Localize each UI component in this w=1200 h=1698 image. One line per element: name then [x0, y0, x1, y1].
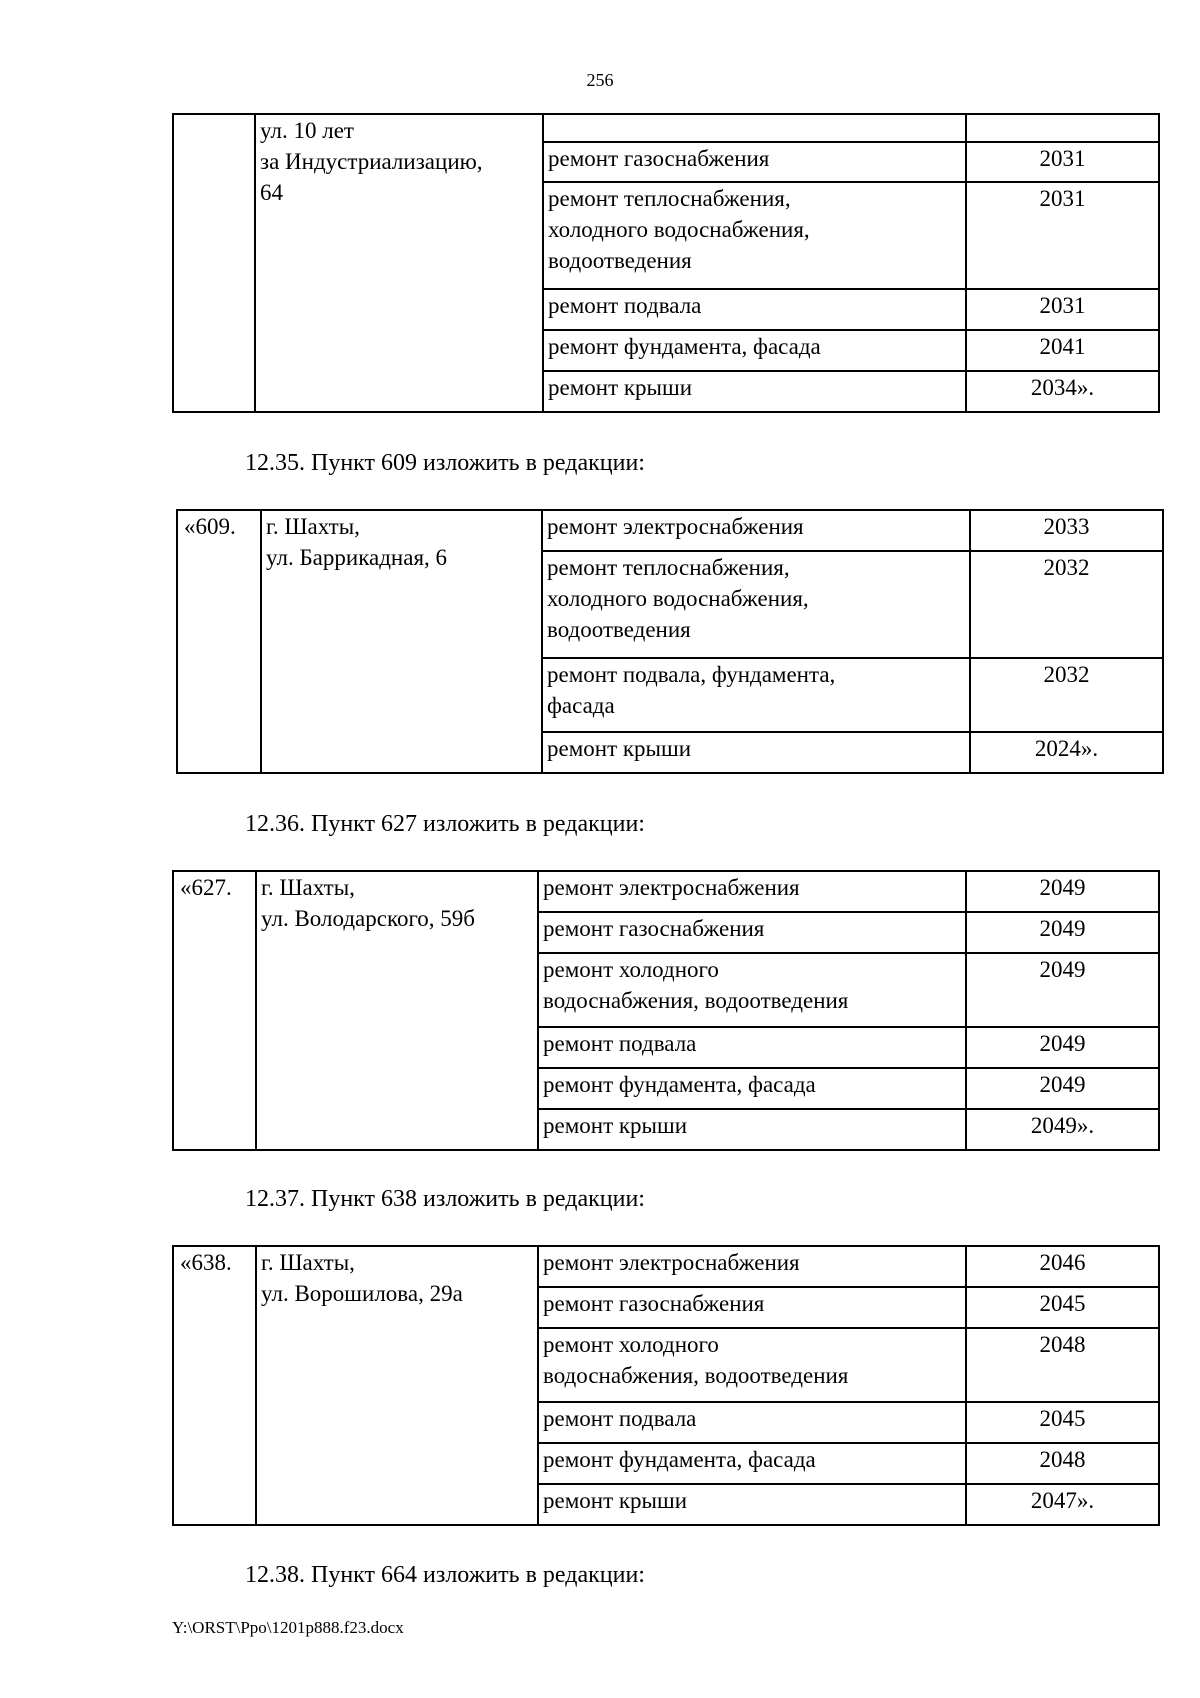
year-cell: 2049	[966, 871, 1159, 912]
year-cell: 2032	[970, 658, 1163, 732]
work-cell: ремонт холодного водоснабжения, водоотведения	[538, 1328, 966, 1402]
year-cell: 2032	[970, 551, 1163, 658]
address-cell	[255, 114, 543, 412]
year-cell	[966, 114, 1159, 142]
address-text: ул. 10 лет за Индустриализацию, 64	[260, 118, 483, 205]
year-cell: 2048	[966, 1443, 1159, 1484]
year-cell: 2045	[966, 1287, 1159, 1328]
year-cell: 2049	[966, 1027, 1159, 1068]
address-cell	[261, 510, 542, 773]
work-cell: ремонт фундамента, фасада	[538, 1443, 966, 1484]
address-text: г. Шахты, ул. Володарского, 59б	[261, 875, 476, 931]
section-heading: 12.35. Пункт 609 изложить в редакции:	[245, 450, 645, 476]
table-item-638	[172, 1245, 1160, 1526]
work-cell	[543, 114, 966, 142]
address-text: г. Шахты, ул. Баррикадная, 6	[266, 514, 448, 570]
work-cell: ремонт крыши	[538, 1109, 966, 1150]
year-cell: 2048	[966, 1328, 1159, 1402]
work-cell: ремонт подвала, фундамента, фасада	[542, 658, 970, 732]
work-cell: ремонт подвала	[538, 1402, 966, 1443]
footer-file-path: Y:\ORST\Ppo\1201p888.f23.docx	[172, 1618, 404, 1637]
year-cell: 2041	[966, 330, 1159, 371]
table-row	[177, 510, 1163, 551]
work-cell: ремонт электроснабжения	[538, 871, 966, 912]
year-cell: 2045	[966, 1402, 1159, 1443]
table-row	[173, 114, 1159, 142]
work-cell: ремонт подвала	[538, 1027, 966, 1068]
year-cell: 2049	[966, 953, 1159, 1027]
work-cell: ремонт газоснабжения	[543, 142, 966, 182]
section-heading: 12.36. Пункт 627 изложить в редакции:	[245, 811, 645, 837]
work-cell: ремонт газоснабжения	[538, 912, 966, 953]
work-cell: ремонт электроснабжения	[538, 1246, 966, 1287]
work-cell: ремонт фундамента, фасада	[543, 330, 966, 371]
year-cell: 2047».	[966, 1484, 1159, 1525]
section-heading: 12.37. Пункт 638 изложить в редакции:	[245, 1186, 645, 1212]
table-continuation	[172, 113, 1160, 413]
work-cell: ремонт крыши	[543, 371, 966, 412]
year-cell: 2031	[966, 182, 1159, 289]
work-cell: ремонт газоснабжения	[538, 1287, 966, 1328]
work-cell: ремонт подвала	[543, 289, 966, 330]
work-cell: ремонт крыши	[542, 732, 970, 773]
year-cell: 2031	[966, 289, 1159, 330]
year-cell: 2031	[966, 142, 1159, 182]
address-cell	[256, 871, 538, 1150]
year-cell: 2034».	[966, 371, 1159, 412]
year-cell: 2049».	[966, 1109, 1159, 1150]
item-number-cell: «627.	[173, 871, 256, 1150]
table-item-609	[176, 509, 1164, 774]
item-number-cell: «609.	[177, 510, 261, 773]
page-number: 256	[586, 70, 614, 90]
year-cell: 2033	[970, 510, 1163, 551]
work-cell: ремонт крыши	[538, 1484, 966, 1525]
work-cell: ремонт электроснабжения	[542, 510, 970, 551]
work-cell: ремонт холодного водоснабжения, водоотведения	[538, 953, 966, 1027]
work-cell: ремонт теплоснабжения, холодного водоснабжения, водоотведения	[542, 551, 970, 658]
section-heading: 12.38. Пункт 664 изложить в редакции:	[245, 1562, 645, 1588]
year-cell: 2024».	[970, 732, 1163, 773]
work-cell: ремонт теплоснабжения, холодного водоснабжения, водоотведения	[543, 182, 966, 289]
year-cell: 2049	[966, 1068, 1159, 1109]
item-number-cell: «638.	[173, 1246, 256, 1525]
work-cell: ремонт фундамента, фасада	[538, 1068, 966, 1109]
item-number-cell	[173, 114, 255, 412]
year-cell: 2049	[966, 912, 1159, 953]
address-text: г. Шахты, ул. Ворошилова, 29а	[261, 1250, 463, 1306]
year-cell: 2046	[966, 1246, 1159, 1287]
address-cell	[256, 1246, 538, 1525]
table-row	[173, 1246, 1159, 1287]
table-item-627	[172, 870, 1160, 1151]
table-row	[173, 871, 1159, 912]
